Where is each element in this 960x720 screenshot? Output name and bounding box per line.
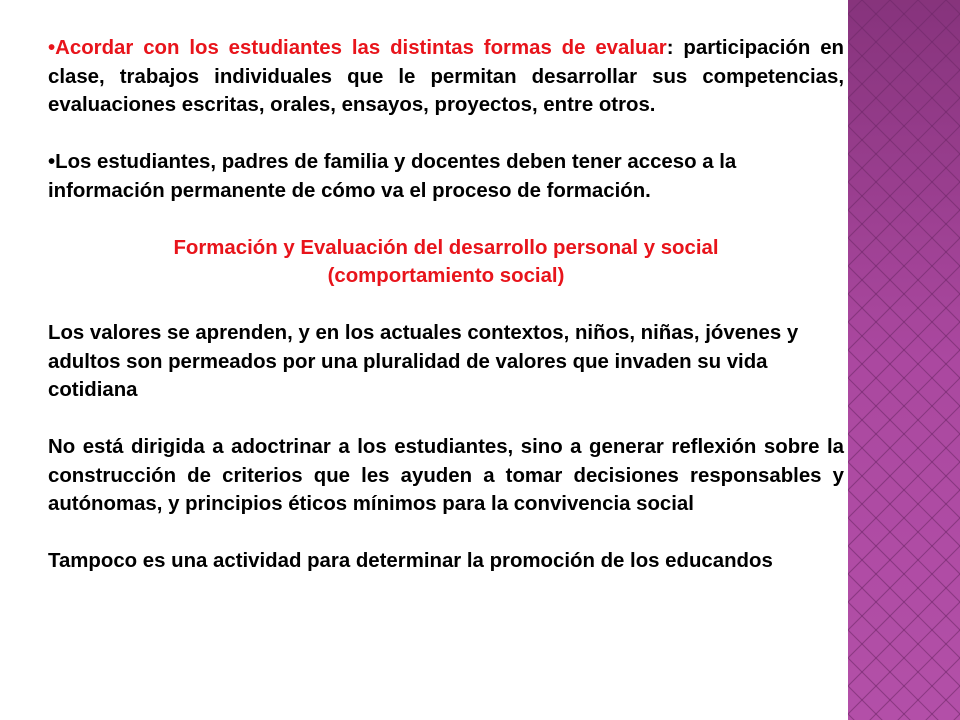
slide-content (48, 34, 844, 576)
section-heading (48, 234, 844, 291)
bullet-marker: • (48, 151, 56, 173)
bullet-body-text: : participación en clase, trabajos individuales que le permitan desarrollar sus competencias, evaluaciones escritas, orales, ensayos, proyectos, entre otros. (48, 37, 844, 116)
bullet-information-access (48, 148, 844, 205)
bullet-evaluation-forms (48, 34, 844, 120)
paragraph-values: Los valores se aprenden, y en los actuales contextos, niños, niñas, jóvenes y adultos son permeados por una pluralidad de valores que invaden su vida cotidiana (48, 322, 799, 401)
paragraph-purpose: No está dirigida a adoctrinar a los estudiantes, sino a generar reflexión sobre la construcción de criterios que les ayuden a tomar decisiones responsables y autónomas, y principios éticos mínimos para la convivencia social (48, 436, 844, 515)
section-heading-line-2: (comportamiento social) (327, 265, 565, 287)
bullet-highlight-text: Acordar con los estudiantes las distintas formas de evaluar (55, 37, 667, 59)
paragraph-promotion: Tampoco es una actividad para determinar la promoción de los educandos (48, 550, 773, 572)
bullet-body-text: Los estudiantes, padres de familia y docentes deben tener acceso a la información permanente de cómo va el proceso de formación. (48, 151, 737, 202)
bullet-marker: • (48, 37, 56, 59)
diamond-pattern-graphic (848, 0, 960, 720)
section-heading-line-1: Formación y Evaluación del desarrollo personal y social (173, 236, 719, 259)
decorative-side-band (848, 0, 960, 720)
